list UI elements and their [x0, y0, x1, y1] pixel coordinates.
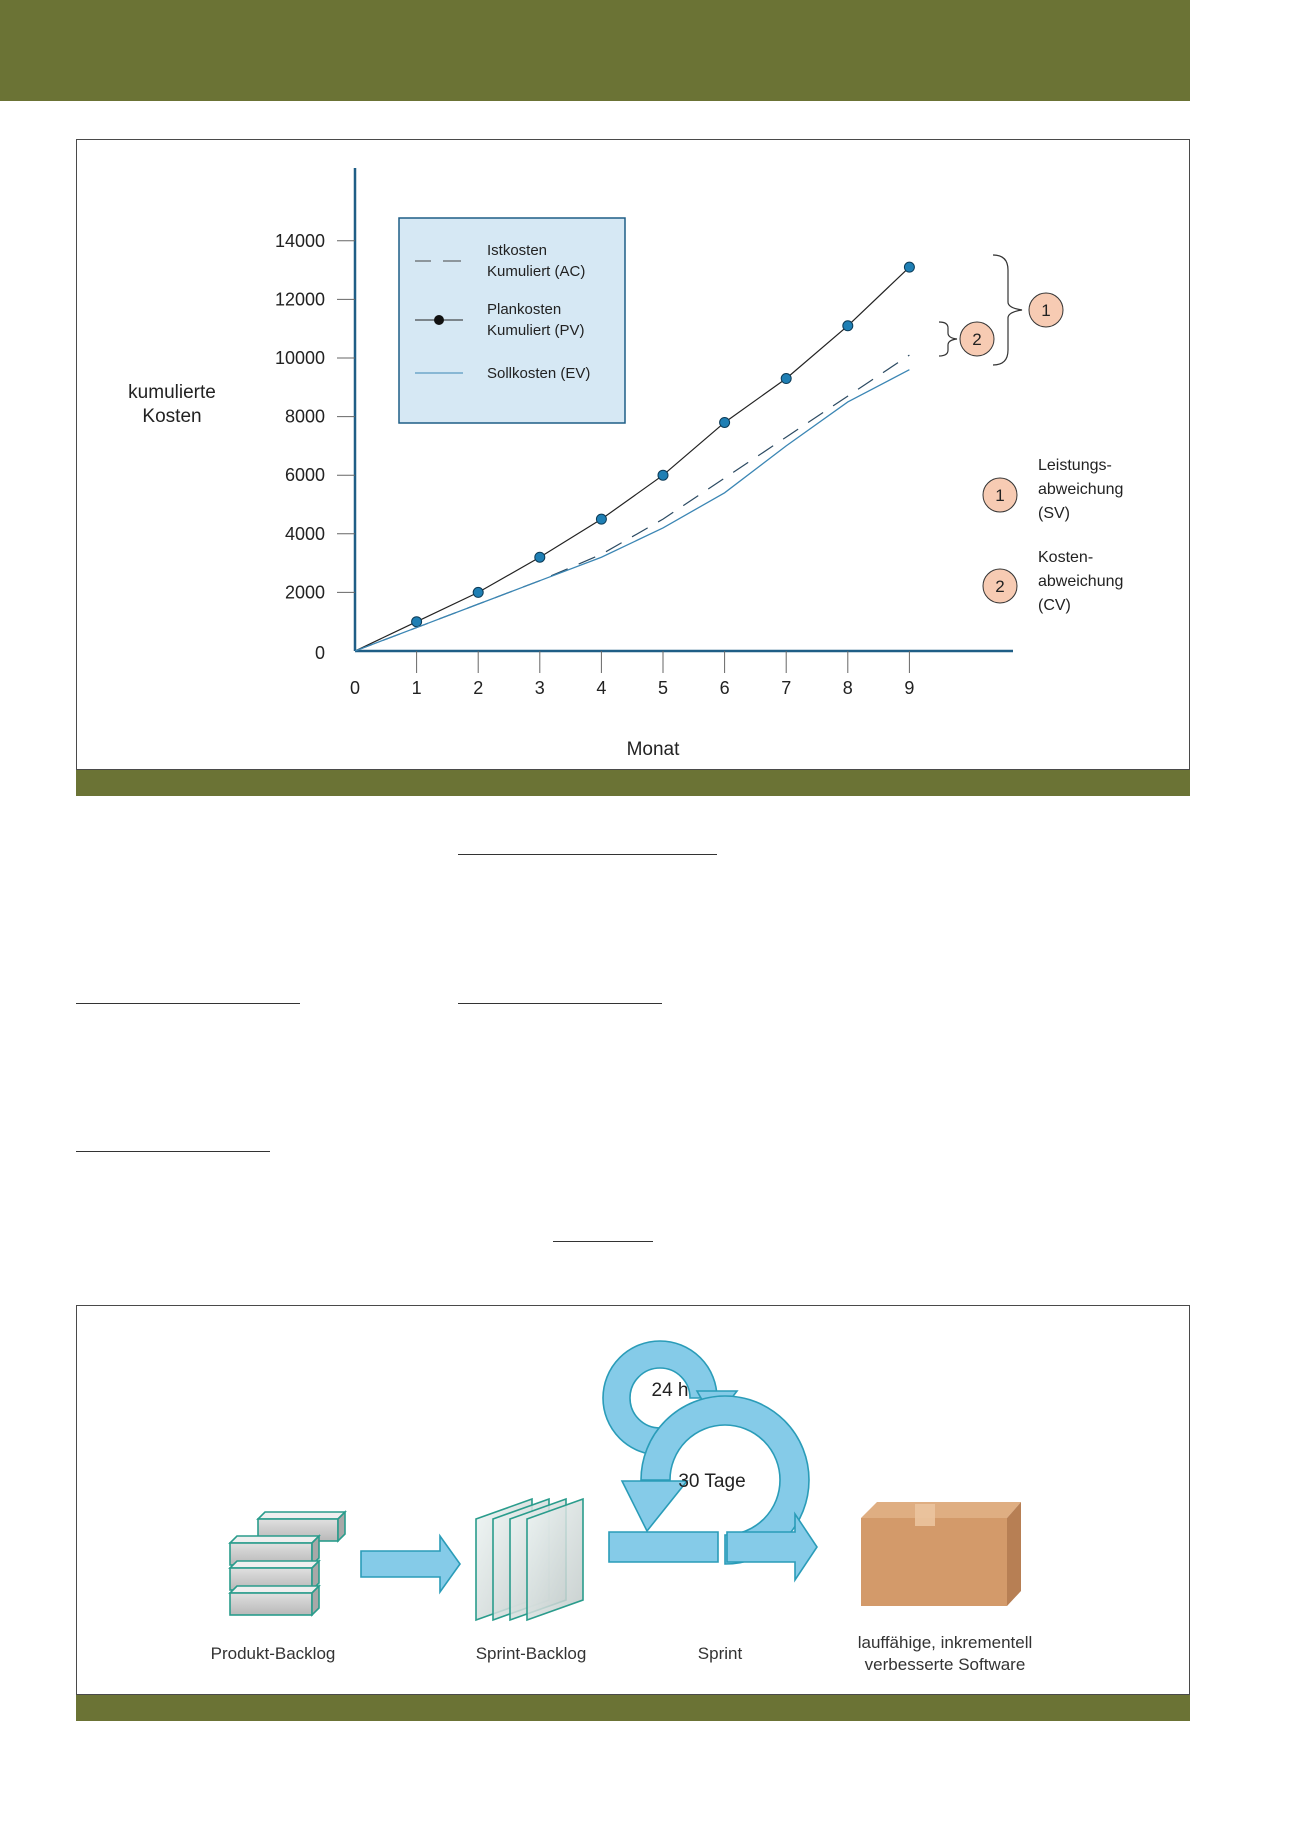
data-point — [904, 262, 914, 272]
sprint-backlog-label: Sprint-Backlog — [475, 1644, 587, 1663]
legend-badge-sv-label: 1 — [995, 486, 1005, 505]
annotation-text: Kosten- — [1038, 549, 1094, 566]
annotation-text: Leistungs- — [1038, 457, 1112, 474]
y-tick-label: 2000 — [284, 582, 325, 603]
annotation-text: abweichung — [1038, 481, 1124, 498]
legend-label: Plankosten — [487, 301, 562, 318]
data-point — [843, 321, 853, 331]
annotation-text: (CV) — [1038, 597, 1071, 614]
data-point — [535, 552, 545, 562]
y-tick-label: 10000 — [274, 348, 325, 368]
data-point — [658, 470, 668, 480]
loop-small-label: 24 h — [651, 1380, 689, 1401]
y-tick-label: 14000 — [274, 230, 325, 251]
badge-cv-label: 2 — [972, 330, 982, 349]
blank-line — [76, 1003, 300, 1004]
badge-sv-label: 1 — [1041, 301, 1051, 320]
software-label-line2: verbesserte Software — [864, 1655, 1026, 1674]
x-tick-label: 4 — [596, 678, 607, 698]
data-point — [720, 417, 730, 427]
annotation-text: abweichung — [1038, 573, 1124, 590]
data-point — [596, 514, 606, 524]
header-band — [0, 0, 1190, 101]
x-tick-label: 8 — [842, 678, 853, 698]
software-label-line1: lauffähige, inkrementell — [857, 1633, 1033, 1652]
sprint-backlog-sheets-icon — [476, 1499, 583, 1620]
bracket-cv — [939, 322, 957, 356]
data-point — [473, 587, 483, 597]
blank-line — [458, 1003, 662, 1004]
legend-label: Istkosten — [487, 242, 548, 259]
legend-label: Kumuliert (AC) — [487, 263, 586, 280]
y-axis-label: kumulierte Kosten — [128, 382, 216, 427]
x-tick-label: 9 — [904, 678, 915, 698]
annotation-text: (SV) — [1038, 505, 1070, 522]
legend-label: Kumuliert (PV) — [487, 322, 585, 339]
y-tick-label: 8000 — [284, 406, 325, 427]
loop-big-label: 30 Tage — [678, 1471, 746, 1492]
legend-marker — [434, 315, 444, 325]
bracket-sv — [993, 255, 1022, 365]
x-tick-label: 2 — [473, 678, 484, 698]
x-axis-label: Monat — [626, 739, 680, 760]
y-tick-label: 6000 — [284, 465, 325, 486]
flow-arrow-icon — [361, 1536, 460, 1592]
flow-arrow-icon — [609, 1532, 718, 1562]
chart-frame — [76, 139, 1190, 770]
y-tick-label: 12000 — [274, 289, 325, 310]
scrum-frame — [76, 1305, 1190, 1695]
y-tick-label: 4000 — [284, 523, 325, 544]
x-tick-label: 1 — [411, 678, 422, 698]
chart-footer-band — [76, 770, 1190, 796]
data-point — [412, 617, 422, 627]
blank-line — [553, 1241, 653, 1242]
y-tick-label: 0 — [314, 643, 325, 663]
x-tick-label: 5 — [657, 678, 669, 698]
x-tick-label: 6 — [719, 678, 730, 698]
blank-line — [458, 854, 717, 855]
x-tick-label: 3 — [534, 678, 545, 698]
product-backlog-stack-icon — [230, 1512, 345, 1615]
blank-line — [76, 1151, 270, 1152]
software-box-icon — [861, 1502, 1021, 1606]
legend-label: Sollkosten (EV) — [487, 365, 591, 382]
scrum-diagram — [77, 1306, 1189, 1694]
sprint-label: Sprint — [697, 1644, 743, 1663]
scrum-footer-band — [76, 1695, 1190, 1721]
x-tick-label: 0 — [349, 678, 361, 698]
produkt-backlog-label: Produkt-Backlog — [210, 1644, 336, 1663]
x-tick-label: 7 — [781, 678, 792, 698]
data-point — [781, 374, 791, 384]
legend-badge-cv-label: 2 — [995, 577, 1005, 596]
earned-value-chart — [77, 140, 1189, 769]
